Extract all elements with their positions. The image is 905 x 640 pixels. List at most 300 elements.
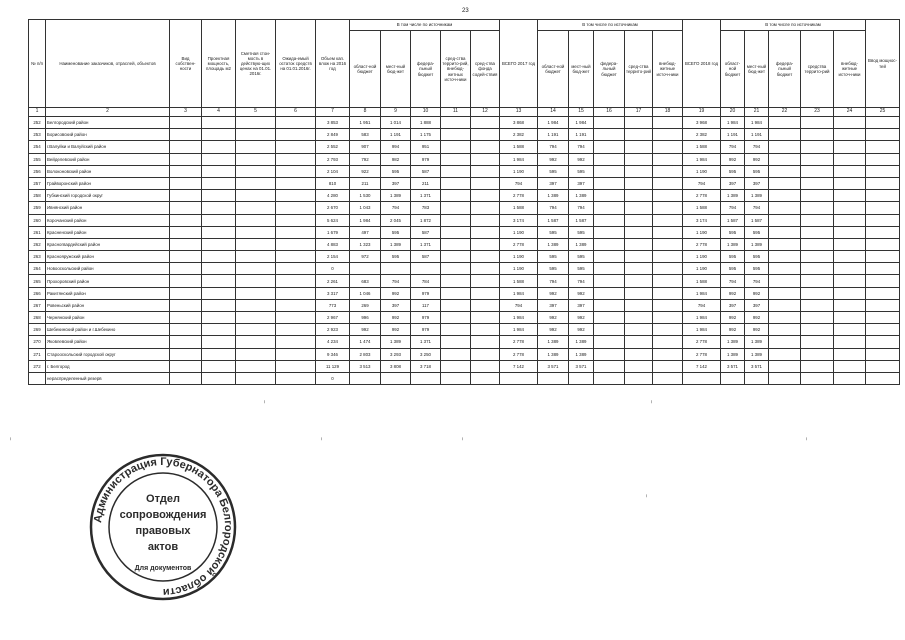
row-cell-c5 <box>236 129 276 141</box>
row-cell-c9: 992 <box>381 312 411 324</box>
row-cell-c10: 3 250 <box>411 348 441 360</box>
row-cell-c11 <box>441 287 471 299</box>
row-cell-c8: 583 <box>350 129 381 141</box>
column-number: 12 <box>471 108 500 117</box>
row-cell-c4 <box>202 117 236 129</box>
row-cell-c18 <box>653 165 683 177</box>
row-cell-c8: 497 <box>350 226 381 238</box>
row-cell-c3 <box>170 312 202 324</box>
row-cell-c18 <box>653 251 683 263</box>
row-cell-c14 <box>538 372 569 384</box>
row-cell-c15: 794 <box>569 141 594 153</box>
row-cell-c9: 397 <box>381 299 411 311</box>
row-name: Краснояружский район <box>46 251 170 263</box>
stamp-ring-text: Администрация Губернатора Белгородской области <box>92 455 235 599</box>
row-cell-c25 <box>866 177 900 189</box>
row-cell-c3 <box>170 348 202 360</box>
column-number: 11 <box>441 108 471 117</box>
row-cell-c6 <box>276 165 316 177</box>
row-cell-c17 <box>625 129 653 141</box>
row-number: 258 <box>29 190 46 202</box>
row-cell-c5 <box>236 312 276 324</box>
row-cell-c17 <box>625 153 653 165</box>
row-cell-c16 <box>594 299 625 311</box>
row-cell-c6 <box>276 275 316 287</box>
row-cell-c4 <box>202 177 236 189</box>
row-cell-c8: 1 530 <box>350 190 381 202</box>
row-cell-c12 <box>471 190 500 202</box>
row-cell-c16 <box>594 275 625 287</box>
row-cell-c12 <box>471 165 500 177</box>
row-cell-c8: 992 <box>350 324 381 336</box>
row-cell-c9: 397 <box>381 177 411 189</box>
row-cell-c4 <box>202 190 236 202</box>
column-number: 21 <box>745 108 769 117</box>
row-cell-c18 <box>653 360 683 372</box>
row-cell-c9: 982 <box>381 153 411 165</box>
row-cell-c20: 794 <box>721 275 745 287</box>
row-cell-c21: 1 389 <box>745 336 769 348</box>
row-name: Ровеньский район <box>46 299 170 311</box>
row-cell-c8: 1 951 <box>350 117 381 129</box>
row-cell-c25 <box>866 117 900 129</box>
row-cell-c13: 794 <box>500 177 538 189</box>
row-cell-c8: 922 <box>350 165 381 177</box>
table-row <box>29 226 900 238</box>
header-local-2018: мест-ный бюд-жет <box>745 31 769 108</box>
row-cell-c9: 992 <box>381 287 411 299</box>
row-cell-c12 <box>471 177 500 189</box>
row-cell-c11 <box>441 141 471 153</box>
row-cell-c13: 1 588 <box>500 202 538 214</box>
row-cell-c9: 992 <box>381 324 411 336</box>
row-cell-c13: 1 190 <box>500 251 538 263</box>
row-cell-c4 <box>202 299 236 311</box>
row-cell-c7: 2 923 <box>316 324 350 336</box>
row-cell-c13 <box>500 372 538 384</box>
row-cell-c3 <box>170 324 202 336</box>
row-cell-c3 <box>170 190 202 202</box>
row-cell-c21: 1 587 <box>745 214 769 226</box>
row-cell-c18 <box>653 117 683 129</box>
row-cell-c8 <box>350 263 381 275</box>
row-cell-c13: 1 190 <box>500 226 538 238</box>
row-cell-c20: 1 389 <box>721 336 745 348</box>
row-cell-c15: 992 <box>569 153 594 165</box>
row-cell-c21: 794 <box>745 141 769 153</box>
column-number: 15 <box>569 108 594 117</box>
row-cell-c24 <box>834 251 866 263</box>
column-number: 14 <box>538 108 569 117</box>
row-cell-c6 <box>276 312 316 324</box>
row-cell-c7: 2 967 <box>316 312 350 324</box>
row-cell-c3 <box>170 275 202 287</box>
row-cell-c6 <box>276 190 316 202</box>
row-cell-c7: 11 129 <box>316 360 350 372</box>
row-cell-c18 <box>653 324 683 336</box>
table-row <box>29 165 900 177</box>
row-cell-c15: 992 <box>569 287 594 299</box>
row-cell-c23 <box>801 202 834 214</box>
table-header <box>29 20 900 117</box>
scan-mark: ╵ <box>9 438 13 444</box>
row-number: 269 <box>29 324 46 336</box>
row-cell-c9 <box>381 263 411 275</box>
column-numbers-row <box>29 108 900 117</box>
column-number: 9 <box>381 108 411 117</box>
row-cell-c11 <box>441 214 471 226</box>
row-cell-c15: 794 <box>569 202 594 214</box>
row-cell-c11 <box>441 177 471 189</box>
header-federal-2016: федера-льный бюджет <box>411 31 441 108</box>
row-cell-c25 <box>866 251 900 263</box>
row-cell-c19: 1 588 <box>683 141 721 153</box>
row-cell-c18 <box>653 129 683 141</box>
row-cell-c17 <box>625 238 653 250</box>
row-cell-c10: 587 <box>411 226 441 238</box>
row-cell-c11 <box>441 129 471 141</box>
row-cell-c15: 1 389 <box>569 336 594 348</box>
table-row <box>29 251 900 263</box>
row-name: Прохоровский район <box>46 275 170 287</box>
row-cell-c16 <box>594 287 625 299</box>
header-regional-2016: област-ной бюджет <box>350 31 381 108</box>
row-cell-c12 <box>471 372 500 384</box>
row-cell-c4 <box>202 226 236 238</box>
row-cell-c8: 211 <box>350 177 381 189</box>
row-number: 263 <box>29 251 46 263</box>
row-cell-c15: 1 389 <box>569 238 594 250</box>
row-cell-c15: 992 <box>569 312 594 324</box>
row-cell-c9: 3 293 <box>381 348 411 360</box>
row-cell-c15: 595 <box>569 226 594 238</box>
row-cell-c13: 1 588 <box>500 275 538 287</box>
row-cell-c22 <box>769 336 801 348</box>
row-number: 265 <box>29 275 46 287</box>
row-cell-c10: 1 371 <box>411 336 441 348</box>
row-cell-c16 <box>594 348 625 360</box>
row-cell-c25 <box>866 190 900 202</box>
row-cell-c25 <box>866 263 900 275</box>
table-row <box>29 275 900 287</box>
row-cell-c24 <box>834 165 866 177</box>
row-cell-c24 <box>834 312 866 324</box>
row-cell-c22 <box>769 165 801 177</box>
row-cell-c8: 1 043 <box>350 202 381 214</box>
table-row <box>29 202 900 214</box>
row-number: 256 <box>29 165 46 177</box>
row-cell-c16 <box>594 226 625 238</box>
row-cell-c15: 397 <box>569 299 594 311</box>
row-cell-c24 <box>834 214 866 226</box>
row-cell-c15: 992 <box>569 324 594 336</box>
header-name: Наименование заказчиков, отраслей, объектов <box>46 20 170 108</box>
column-number: 17 <box>625 108 653 117</box>
row-cell-c14: 1 389 <box>538 336 569 348</box>
row-cell-c21: 595 <box>745 251 769 263</box>
row-name: Борисовский район <box>46 129 170 141</box>
row-cell-c25 <box>866 226 900 238</box>
column-number: 20 <box>721 108 745 117</box>
row-cell-c23 <box>801 312 834 324</box>
row-cell-c3 <box>170 226 202 238</box>
row-cell-c10: 1 175 <box>411 129 441 141</box>
row-cell-c10: 979 <box>411 312 441 324</box>
row-cell-c21: 1 389 <box>745 238 769 250</box>
row-cell-c23 <box>801 238 834 250</box>
row-cell-c19: 1 984 <box>683 287 721 299</box>
row-cell-c24 <box>834 117 866 129</box>
row-cell-c18 <box>653 226 683 238</box>
row-number: 262 <box>29 238 46 250</box>
row-cell-c23 <box>801 226 834 238</box>
row-number: 270 <box>29 336 46 348</box>
row-cell-c8: 2 803 <box>350 348 381 360</box>
row-cell-c4 <box>202 141 236 153</box>
row-cell-c18 <box>653 312 683 324</box>
header-regional-2017: област-ной бюджет <box>538 31 569 108</box>
table-row <box>29 348 900 360</box>
header-total-2017: ВСЕГО 2017 год <box>500 20 538 108</box>
row-cell-c17 <box>625 324 653 336</box>
row-number: 259 <box>29 202 46 214</box>
row-cell-c18 <box>653 287 683 299</box>
row-cell-c14: 595 <box>538 226 569 238</box>
row-cell-c21: 397 <box>745 177 769 189</box>
row-cell-c24 <box>834 275 866 287</box>
row-cell-c6 <box>276 141 316 153</box>
row-cell-c18 <box>653 177 683 189</box>
row-cell-c14: 794 <box>538 202 569 214</box>
row-cell-c12 <box>471 324 500 336</box>
row-cell-c25 <box>866 312 900 324</box>
row-cell-c6 <box>276 360 316 372</box>
row-cell-c10 <box>411 372 441 384</box>
row-cell-c21: 992 <box>745 287 769 299</box>
row-cell-c19: 7 142 <box>683 360 721 372</box>
row-cell-c22 <box>769 287 801 299</box>
row-cell-c25 <box>866 336 900 348</box>
row-cell-c4 <box>202 214 236 226</box>
row-cell-c22 <box>769 214 801 226</box>
row-cell-c5 <box>236 190 276 202</box>
row-name: Красненский район <box>46 226 170 238</box>
row-cell-c24 <box>834 299 866 311</box>
row-name: г.Валуйки и Валуйский район <box>46 141 170 153</box>
row-cell-c21: 992 <box>745 312 769 324</box>
row-cell-c19: 2 778 <box>683 238 721 250</box>
row-cell-c17 <box>625 226 653 238</box>
column-number: 19 <box>683 108 721 117</box>
row-cell-c20: 595 <box>721 165 745 177</box>
row-cell-c9: 595 <box>381 165 411 177</box>
row-cell-c8: 907 <box>350 141 381 153</box>
row-cell-c14: 992 <box>538 312 569 324</box>
column-number: 25 <box>866 108 900 117</box>
row-cell-c20: 1 587 <box>721 214 745 226</box>
row-cell-c15: 595 <box>569 263 594 275</box>
row-cell-c23 <box>801 251 834 263</box>
row-cell-c21: 1 389 <box>745 348 769 360</box>
row-cell-c24 <box>834 348 866 360</box>
row-cell-c25 <box>866 360 900 372</box>
header-offbudget-2017: внебюд-жетные источ-ники <box>653 31 683 108</box>
row-cell-c5 <box>236 263 276 275</box>
row-cell-c13: 1 984 <box>500 153 538 165</box>
row-cell-c23 <box>801 360 834 372</box>
row-cell-c11 <box>441 238 471 250</box>
row-cell-c22 <box>769 348 801 360</box>
row-cell-c14: 595 <box>538 251 569 263</box>
row-cell-c25 <box>866 287 900 299</box>
row-cell-c14: 992 <box>538 153 569 165</box>
row-cell-c10: 1 872 <box>411 214 441 226</box>
row-cell-c14: 1 389 <box>538 190 569 202</box>
row-cell-c16 <box>594 153 625 165</box>
row-cell-c15: 1 191 <box>569 129 594 141</box>
row-number: 252 <box>29 117 46 129</box>
row-cell-c8: 1 046 <box>350 287 381 299</box>
row-cell-c22 <box>769 153 801 165</box>
header-num: № п/п <box>29 20 46 108</box>
row-name: Ивнянский район <box>46 202 170 214</box>
row-name: Шебекинский район и г.Шебекино <box>46 324 170 336</box>
row-cell-c11 <box>441 275 471 287</box>
column-number: 13 <box>500 108 538 117</box>
row-cell-c7: 2 793 <box>316 153 350 165</box>
row-cell-c5 <box>236 287 276 299</box>
row-cell-c11 <box>441 324 471 336</box>
row-cell-c20: 794 <box>721 202 745 214</box>
row-cell-c14: 1 191 <box>538 129 569 141</box>
row-cell-c8: 972 <box>350 251 381 263</box>
row-cell-c12 <box>471 226 500 238</box>
row-cell-c3 <box>170 202 202 214</box>
row-cell-c10: 587 <box>411 165 441 177</box>
scan-mark: ╵ <box>645 495 649 501</box>
row-cell-c22 <box>769 129 801 141</box>
row-cell-c8: 1 323 <box>350 238 381 250</box>
row-cell-c4 <box>202 238 236 250</box>
row-cell-c25 <box>866 165 900 177</box>
row-cell-c18 <box>653 214 683 226</box>
row-cell-c15: 3 571 <box>569 360 594 372</box>
row-cell-c7: 1 679 <box>316 226 350 238</box>
row-cell-c17 <box>625 202 653 214</box>
row-cell-c20: 992 <box>721 153 745 165</box>
header-local-2017: мест-ный бюд-жет <box>569 31 594 108</box>
row-cell-c19: 3 174 <box>683 214 721 226</box>
row-cell-c4 <box>202 360 236 372</box>
header-estimate: Сметная стои-мость в действую-щих ценах на 01.01. 2016г. <box>236 20 276 108</box>
row-cell-c9: 994 <box>381 141 411 153</box>
row-cell-c6 <box>276 153 316 165</box>
budget-table <box>28 19 900 385</box>
scan-mark: ╵ <box>805 438 809 444</box>
row-cell-c19: 1 984 <box>683 312 721 324</box>
header-territory-2017: сред-ства террито-рий <box>625 31 653 108</box>
header-fund-2016: сред-ства фонда содей-ствия <box>471 31 500 108</box>
row-cell-c3 <box>170 372 202 384</box>
row-cell-c5 <box>236 251 276 263</box>
row-cell-c15: 397 <box>569 177 594 189</box>
row-cell-c20: 397 <box>721 177 745 189</box>
column-number: 6 <box>276 108 316 117</box>
row-cell-c22 <box>769 372 801 384</box>
row-cell-c10: 951 <box>411 141 441 153</box>
row-cell-c17 <box>625 263 653 275</box>
row-cell-c23 <box>801 165 834 177</box>
row-cell-c3 <box>170 299 202 311</box>
row-cell-c5 <box>236 299 276 311</box>
row-name: Губкинский городской округ <box>46 190 170 202</box>
row-cell-c9: 1 014 <box>381 117 411 129</box>
row-cell-c9: 794 <box>381 202 411 214</box>
header-sources-2016: В том числе по источникам <box>350 20 500 31</box>
table-row <box>29 287 900 299</box>
column-number: 24 <box>834 108 866 117</box>
header-total-2018: ВСЕГО 2018 год <box>683 20 721 108</box>
row-cell-c12 <box>471 348 500 360</box>
row-cell-c16 <box>594 251 625 263</box>
row-cell-c5 <box>236 202 276 214</box>
row-cell-c10: 1 371 <box>411 238 441 250</box>
row-cell-c17 <box>625 165 653 177</box>
column-number: 16 <box>594 108 625 117</box>
header-territory-2018: средства террито-рий <box>801 31 834 108</box>
row-cell-c6 <box>276 324 316 336</box>
row-cell-c6 <box>276 226 316 238</box>
row-number: 261 <box>29 226 46 238</box>
row-cell-c24 <box>834 324 866 336</box>
row-cell-c12 <box>471 251 500 263</box>
row-cell-c11 <box>441 202 471 214</box>
row-name: Грайворонский район <box>46 177 170 189</box>
row-cell-c21: 3 571 <box>745 360 769 372</box>
row-cell-c13: 2 778 <box>500 348 538 360</box>
column-number: 2 <box>46 108 170 117</box>
row-cell-c13: 1 190 <box>500 263 538 275</box>
row-cell-c7: 5 624 <box>316 214 350 226</box>
row-cell-c25 <box>866 214 900 226</box>
row-number: 264 <box>29 263 46 275</box>
page-number: 23 <box>462 8 469 14</box>
row-cell-c3 <box>170 153 202 165</box>
row-cell-c17 <box>625 360 653 372</box>
row-cell-c10: 117 <box>411 299 441 311</box>
official-stamp <box>88 452 238 602</box>
row-cell-c4 <box>202 129 236 141</box>
row-cell-c4 <box>202 324 236 336</box>
row-cell-c17 <box>625 177 653 189</box>
row-cell-c17 <box>625 275 653 287</box>
row-cell-c7: 9 346 <box>316 348 350 360</box>
row-name: Новооскольский район <box>46 263 170 275</box>
row-cell-c16 <box>594 312 625 324</box>
row-cell-c20: 595 <box>721 226 745 238</box>
row-cell-c19: 2 382 <box>683 129 721 141</box>
row-cell-c5 <box>236 177 276 189</box>
row-cell-c14: 1 389 <box>538 348 569 360</box>
row-cell-c8: 792 <box>350 153 381 165</box>
row-cell-c8: 996 <box>350 312 381 324</box>
row-cell-c5 <box>236 372 276 384</box>
row-name: нераспределенный резерв <box>46 372 170 384</box>
row-cell-c13: 1 984 <box>500 287 538 299</box>
header-federal-2017: федера-льный бюджет <box>594 31 625 108</box>
row-cell-c3 <box>170 336 202 348</box>
row-cell-c5 <box>236 153 276 165</box>
